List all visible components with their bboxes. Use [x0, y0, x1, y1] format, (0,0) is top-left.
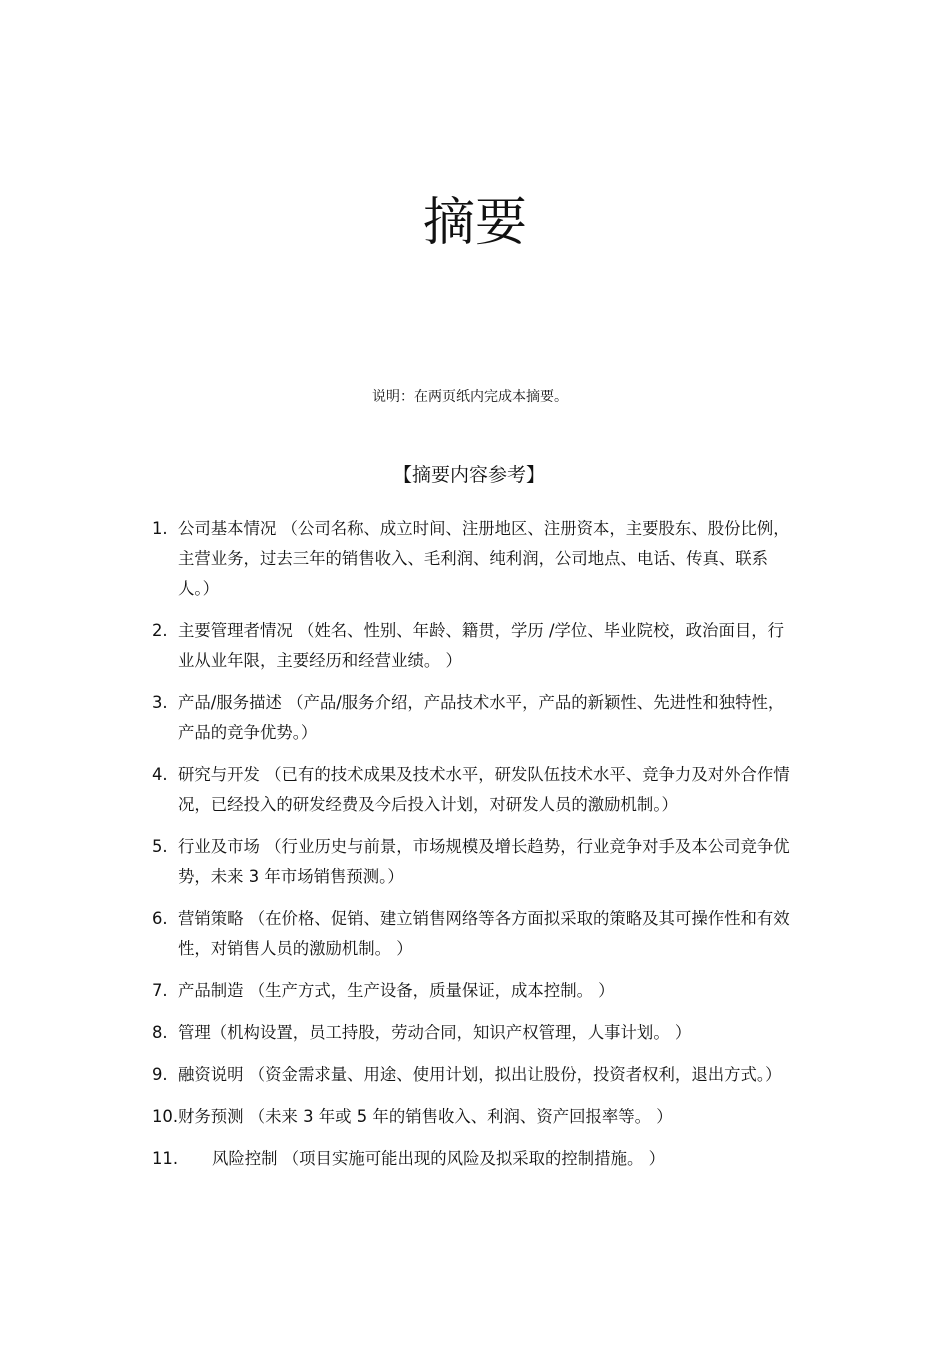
item-number: 11.	[152, 1149, 179, 1168]
list-item	[152, 514, 794, 604]
item-text: 管理（机构设置，员工持股，劳动合同，知识产权管理，人事计划。 ）	[178, 1023, 692, 1042]
item-number: 5.	[152, 837, 168, 856]
item-number: 2.	[152, 621, 168, 640]
item-number: 9.	[152, 1065, 168, 1084]
item-text: 营销策略 （在价格、促销、建立销售网络等各方面拟采取的策略及其可操作性和有效性，对销售人员的激励机制。 ）	[178, 909, 790, 958]
list-item	[152, 1102, 794, 1132]
item-number: 6.	[152, 909, 168, 928]
summary-item-list	[152, 514, 794, 1186]
page-title: 摘要	[422, 193, 527, 253]
list-item	[152, 1018, 794, 1048]
list-item	[152, 688, 794, 748]
list-item	[152, 976, 794, 1006]
list-item	[152, 1060, 794, 1090]
item-number: 4.	[152, 765, 168, 784]
item-number: 3.	[152, 693, 168, 712]
item-number: 8.	[152, 1023, 168, 1042]
section-heading: 【摘要内容参考】	[392, 464, 545, 486]
list-item	[152, 832, 794, 892]
item-text: 公司基本情况 （公司名称、成立时间、注册地区、注册资本，主要股东、股份比例，主营业务，过去三年的销售收入、毛利润、纯利润，公司地点、电话、传真、联系人。）	[178, 519, 790, 598]
item-text: 产品/服务描述 （产品/服务介绍，产品技术水平，产品的新颖性、先进性和独特性，产品的竞争优势。）	[178, 693, 785, 742]
item-text: 主要管理者情况 （姓名、性别、年龄、籍贯，学历 /学位、毕业院校，政治面目，行业从业年限，主要经历和经营业绩。 ）	[178, 621, 785, 670]
instruction-note: 说明：在两页纸内完成本摘要。	[372, 389, 568, 405]
list-item	[152, 1144, 794, 1174]
item-number: 1.	[152, 519, 168, 538]
item-text: 财务预测 （未来 3 年或 5 年的销售收入、利润、资产回报率等。 ）	[178, 1107, 673, 1126]
item-text: 行业及市场 （行业历史与前景，市场规模及增长趋势，行业竞争对手及本公司竞争优势，未来 3 年市场销售预测。）	[178, 837, 790, 886]
item-number: 7.	[152, 981, 168, 1000]
item-text: 产品制造 （生产方式，生产设备，质量保证，成本控制。 ）	[178, 981, 615, 1000]
list-item	[152, 616, 794, 676]
item-text: 研究与开发 （已有的技术成果及技术水平，研发队伍技术水平、竞争力及对外合作情况，已经投入的研发经费及今后投入计划，对研发人员的激励机制。）	[178, 765, 790, 814]
item-number: 10.	[152, 1107, 179, 1126]
list-item	[152, 760, 794, 820]
item-text: 融资说明 （资金需求量、用途、使用计划，拟出让股份，投资者权利，退出方式。）	[178, 1065, 782, 1084]
item-text: 风险控制 （项目实施可能出现的风险及拟采取的控制措施。 ）	[212, 1149, 665, 1168]
list-item	[152, 904, 794, 964]
